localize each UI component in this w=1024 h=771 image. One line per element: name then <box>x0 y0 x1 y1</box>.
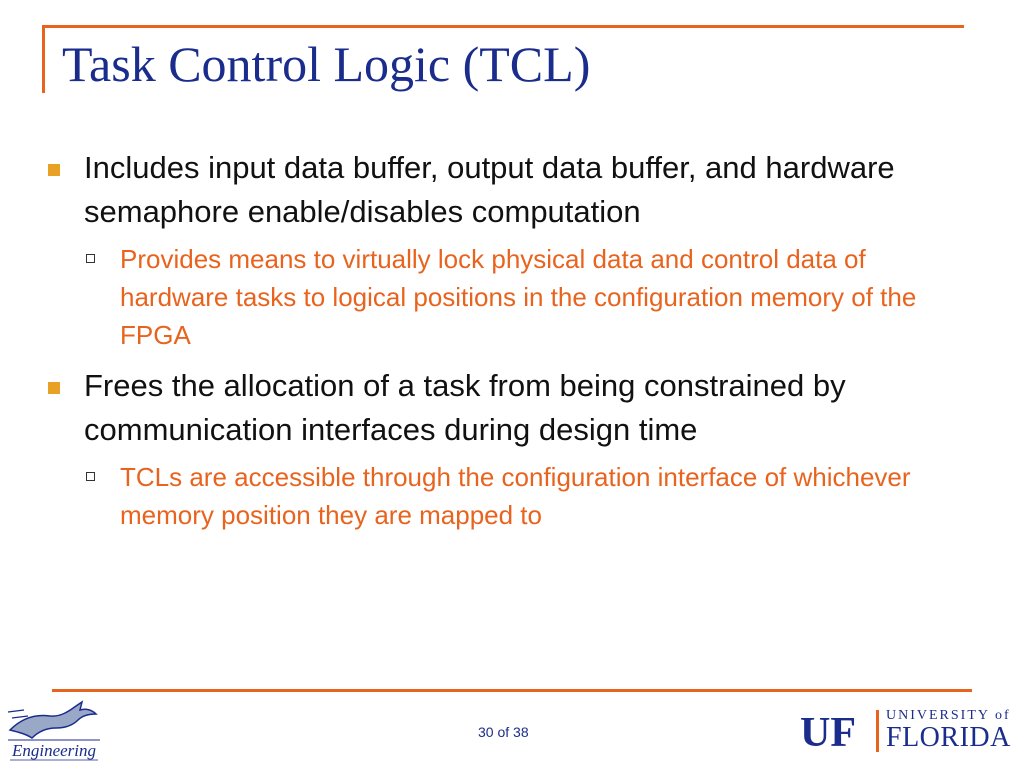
uf-logo-divider <box>876 710 879 752</box>
uf-mark: UF <box>800 710 856 756</box>
sub-bullet-2-text: TCLs are accessible through the configuration interface of whichever memory position they are mapped to <box>120 462 911 530</box>
top-rule <box>42 25 964 28</box>
sub-bullet-1 <box>80 240 970 354</box>
hollow-square-bullet-icon <box>86 472 95 481</box>
bullet-1-text: Includes input data buffer, output data buffer, and hardware semaphore enable/disables computation <box>84 150 895 229</box>
uf-university-text: UNIVERSITY of <box>886 708 1011 723</box>
page-number: 30 of 38 <box>478 724 529 740</box>
gator-engineering-logo <box>2 696 106 766</box>
title-accent-bar <box>42 25 45 93</box>
bottom-rule <box>52 689 972 692</box>
hollow-square-bullet-icon <box>86 254 95 263</box>
slide-content <box>44 146 994 544</box>
bullet-2-text: Frees the allocation of a task from being constrained by communication interfaces during design time <box>84 368 846 447</box>
gator-icon <box>2 696 106 766</box>
bullet-2 <box>44 364 994 452</box>
uf-florida-text: FLORIDA <box>886 722 1011 753</box>
sub-bullet-1-text: Provides means to virtually lock physical data and control data of hardware tasks to logical positions in the configuration memory of the FPGA <box>120 244 917 350</box>
engineering-logo-text: Engineering <box>11 741 97 760</box>
slide-title: Task Control Logic (TCL) <box>62 36 591 92</box>
uf-logo <box>800 708 1010 754</box>
sub-bullet-2 <box>80 458 970 534</box>
square-bullet-icon <box>48 382 60 394</box>
square-bullet-icon <box>48 164 60 176</box>
bullet-1 <box>44 146 994 234</box>
